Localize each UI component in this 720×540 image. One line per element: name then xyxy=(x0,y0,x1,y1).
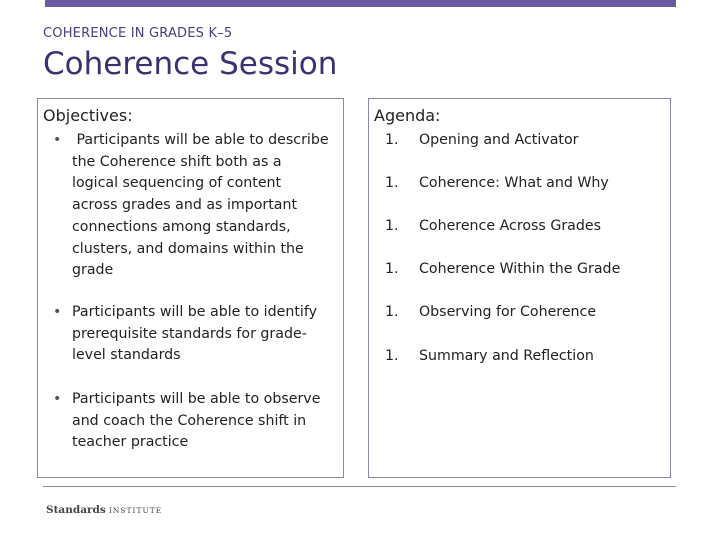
agenda-number: 1. xyxy=(385,348,399,364)
objective-line: prerequisite standards for grade- xyxy=(72,325,307,342)
objective-line: Participants will be able to observe xyxy=(72,391,321,407)
objective-line: across grades and as important xyxy=(72,197,298,214)
agenda-heading: Agenda: xyxy=(374,106,441,125)
objective-line: Participants will be able to describe xyxy=(72,132,329,148)
objectives-box xyxy=(37,98,344,478)
objective-text xyxy=(72,130,334,282)
standards-institute-logo xyxy=(46,504,162,516)
slide-title: Coherence Session xyxy=(43,46,338,82)
agenda-number: 1. xyxy=(385,132,399,148)
objective-text xyxy=(72,389,334,454)
bullet-icon: • xyxy=(53,132,62,148)
objective-line: Participants will be able to identify xyxy=(72,304,317,320)
bullet-icon: • xyxy=(53,304,62,320)
agenda-box xyxy=(368,98,671,478)
bullet-icon: • xyxy=(53,391,62,407)
objective-line: teacher practice xyxy=(72,434,189,451)
objective-line: and coach the Coherence shift in xyxy=(72,412,307,429)
top-accent-bar xyxy=(45,0,676,7)
agenda-number: 1. xyxy=(385,175,399,191)
footer-divider xyxy=(43,486,676,487)
agenda-number: 1. xyxy=(385,261,399,277)
agenda-label: Opening and Activator xyxy=(419,132,579,148)
objective-line: connections among standards, xyxy=(72,218,291,235)
agenda-label: Coherence Across Grades xyxy=(419,218,601,234)
objective-line: level standards xyxy=(72,347,181,364)
agenda-label: Summary and Reflection xyxy=(419,348,594,364)
agenda-label: Coherence Within the Grade xyxy=(419,261,621,277)
slide-eyebrow: COHERENCE IN GRADES K–5 xyxy=(43,26,233,41)
objectives-heading: Objectives: xyxy=(43,106,133,125)
logo-sub-text: INSTITUTE xyxy=(108,506,163,515)
logo-main-text: Standards xyxy=(46,504,106,516)
objective-line: the Coherence shift both as a xyxy=(72,153,282,170)
objective-line: clusters, and domains within the xyxy=(72,240,304,257)
agenda-label: Observing for Coherence xyxy=(419,304,597,320)
agenda-label: Coherence: What and Why xyxy=(419,175,609,191)
objective-line: logical sequencing of content xyxy=(72,175,282,192)
objective-text xyxy=(72,302,334,367)
objective-line: grade xyxy=(72,262,114,279)
agenda-number: 1. xyxy=(385,218,399,234)
agenda-number: 1. xyxy=(385,304,399,320)
